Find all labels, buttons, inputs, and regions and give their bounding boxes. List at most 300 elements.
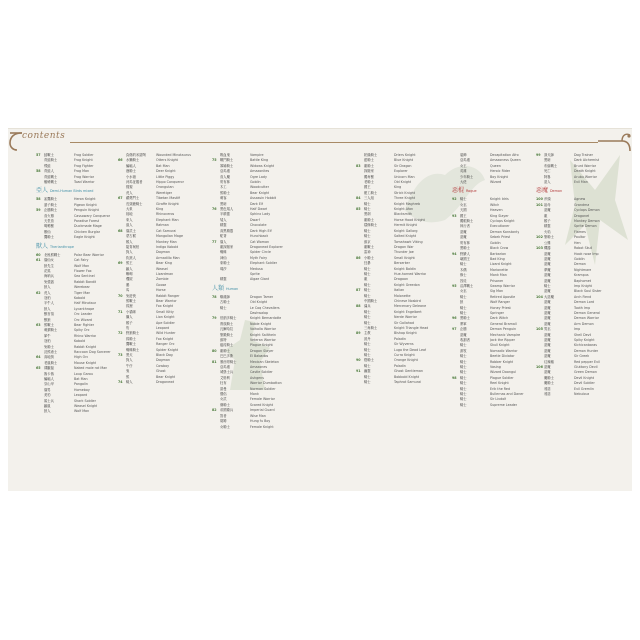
toc-entry-en: Black Soul Sister	[574, 289, 602, 294]
toc-entry-en: Bad King	[490, 256, 505, 261]
toc-entry-en: Sea Sentinel	[74, 274, 95, 279]
toc-entry-zh: 駝背	[220, 234, 227, 239]
toc-entry[interactable]	[356, 380, 436, 385]
toc-entry-zh: 長頸鹿騎士	[126, 201, 143, 206]
toc-entry[interactable]	[212, 277, 292, 282]
toc-entry-zh: 野蠻人	[460, 251, 470, 256]
toc-entry-zh: 三角騎士	[364, 326, 378, 330]
toc-entry-zh: 聖騎士	[544, 235, 554, 240]
toc-entry-en: Agnew	[574, 197, 586, 202]
toc-entry-zh: 橙騎士	[364, 358, 374, 363]
toc-entry-zh: 鯊士兵	[44, 398, 54, 403]
toc-entry-zh: 騎士	[460, 310, 467, 315]
toc-entry-en: Poladin	[394, 336, 406, 341]
toc-entry-en: Demon Warrior	[574, 316, 599, 321]
toc-entry-en: Knight Maghreb	[394, 201, 421, 206]
toc-entry-zh: 龍	[544, 213, 548, 218]
toc-entry[interactable]	[36, 180, 116, 185]
toc-entry-en: Curra Knight	[394, 353, 415, 358]
toc-entry-zh: 企鵝	[460, 327, 467, 332]
toc-entry-zh: 猴人	[126, 239, 133, 244]
toc-entry-en: Frog Knight	[74, 158, 93, 163]
toc-entry-zh: 胡姆	[220, 419, 227, 424]
toc-entry-en: Imp Knight	[574, 283, 592, 288]
toc-entry-zh: 惡魔	[544, 262, 551, 267]
toc-entry-en: Paradise Forest	[74, 219, 100, 224]
toc-entry-en: Spiky Knight	[574, 338, 595, 342]
toc-entry-zh: 訓犬師	[544, 153, 554, 157]
toc-entry-en: Knight Greedon	[394, 282, 420, 287]
toc-entry-zh: 貓人	[220, 239, 227, 244]
toc-entry-en: Giraffe Knight	[156, 201, 179, 206]
toc-entry-en: Knight Triangle Head	[394, 326, 429, 330]
toc-entry-zh: 鹿騎士	[126, 169, 136, 174]
toc-entry-zh: 古騎士	[220, 300, 230, 305]
toc-entry-en: Horse Hood Knight	[394, 217, 425, 222]
toc-entry-page: 57	[36, 153, 41, 157]
toc-entry[interactable]	[452, 180, 532, 185]
title-rule	[70, 142, 598, 143]
toc-entry-en: Half Dwarf	[250, 207, 268, 212]
toc-entry-zh: 水獺騎士	[126, 158, 140, 163]
toc-entry-zh: 探險家	[364, 169, 374, 174]
toc-entry-zh: 兔強盜	[44, 279, 54, 284]
toc-entry-zh: 夢魔	[544, 267, 551, 272]
toc-entry-zh: 將軍	[460, 321, 467, 326]
contents-title: contents	[22, 131, 66, 141]
toc-entry-zh: 牛仔	[126, 363, 133, 368]
toc-entry-zh: 波丹	[364, 336, 371, 341]
toc-entry-page	[356, 380, 364, 385]
toc-entry-en: Rabbit Ranger	[156, 293, 180, 298]
toc-entry-zh: 象人	[126, 217, 133, 222]
toc-entry-zh: 騎士	[364, 288, 371, 293]
toc-entry[interactable]	[36, 409, 116, 414]
toc-entry-zh: 青蛙人	[44, 169, 54, 174]
toc-entry-zh: 鵝	[126, 282, 130, 287]
toc-entry-zh: 藍騎士	[364, 158, 374, 163]
toc-entry-en: Demon Penguin	[490, 327, 517, 332]
toc-entry-en: Half Minotaur	[74, 301, 97, 306]
toc-column-6	[536, 153, 616, 397]
section-heading	[536, 187, 616, 195]
toc-entry-zh: 惡魔	[544, 208, 551, 213]
toc-entry-zh: 獨角獸	[364, 174, 374, 179]
toc-entry-en: Rhino Warrior	[74, 333, 97, 338]
toc-entry-en: Castle Soldier	[250, 370, 273, 375]
toc-entry-zh: 騎士	[460, 197, 467, 202]
toc-entry-en: Dark Elf	[250, 201, 264, 206]
toc-entry-en: Rabbit Bandit	[74, 279, 97, 284]
toc-entry-en: Wizard Doongul	[490, 370, 517, 375]
toc-entry-zh: 靛青柯柏	[126, 244, 140, 249]
toc-entry-zh: 騎士	[364, 234, 371, 239]
toc-entry[interactable]	[118, 380, 198, 385]
toc-entry-en: Frog Fighter	[74, 163, 94, 168]
toc-entry-zh: 黑暗	[544, 158, 551, 163]
toc-entry-zh: 惡魔	[544, 316, 551, 321]
toc-column-5	[452, 153, 532, 408]
toc-entry-en: Black Dog	[156, 353, 173, 358]
section-heading	[36, 187, 116, 195]
toc-entry-zh: 飛蛙	[44, 163, 51, 168]
toc-entry-en: Ghost	[156, 369, 166, 374]
toc-entry-zh: 黑暗	[220, 201, 227, 206]
toc-entry-zh: 黑騎士	[460, 246, 470, 251]
toc-entry-zh: 魔騎士	[544, 381, 554, 386]
toc-entry-zh: 蜘蛛	[220, 250, 227, 255]
toc-entry-en: General Bramall	[490, 321, 517, 326]
toc-entry-en: Wizard	[490, 180, 502, 185]
toc-entry-page: 87	[356, 288, 361, 293]
toc-entry-page: 99	[536, 153, 541, 157]
toc-entry-page: 62	[36, 290, 41, 295]
toc-entry-en: Noble Knight	[250, 321, 272, 326]
toc-entry-en: Lycanthrope	[74, 306, 95, 311]
toc-entry-en: Algae Giant	[250, 277, 270, 282]
toc-entry-en: Nomadic Warrior	[490, 348, 518, 353]
toc-entry-zh: 智者	[220, 413, 227, 418]
toc-entry-page	[36, 409, 44, 414]
toc-entry-zh: 哥布林	[220, 180, 230, 185]
toc-entry-en: Pigeon Knight	[74, 202, 97, 207]
toc-entry-zh: 穿山甲	[44, 382, 54, 387]
toc-entry-zh: 狗人	[126, 250, 133, 255]
toc-entry-zh: 龍騎士	[364, 163, 374, 168]
toc-entry-zh: 阿魯	[544, 174, 551, 179]
toc-entry-zh: 少年騎士	[460, 174, 474, 179]
toc-entry-zh: 騎士	[364, 320, 371, 325]
toc-entry-zh: 騎士	[460, 381, 467, 386]
toc-entry-zh: 國王	[364, 185, 371, 190]
toc-entry-zh: 惡魔	[460, 235, 467, 240]
toc-entry-en: King Slayer	[490, 213, 509, 218]
toc-entry-zh: 黑騎士	[460, 316, 470, 321]
toc-entry-zh: 瘟疫騎士	[220, 343, 234, 348]
toc-entry-page	[536, 392, 544, 397]
toc-entry-en: Small Knight	[394, 255, 415, 260]
toc-entry-en: Sprite	[250, 271, 260, 276]
toc-entry-en: Sir Dragon	[394, 163, 412, 168]
toc-entry-zh: 邪惡	[544, 392, 551, 397]
toc-entry-zh: 刺猬騎士	[44, 328, 58, 333]
toc-entry-page: 76	[212, 207, 217, 212]
toc-entry-zh: 惡魔	[544, 251, 551, 256]
toc-entry-zh: 騎士	[364, 266, 371, 271]
toc-entry-en: Naked mole rat Man	[74, 366, 108, 371]
toc-entry-en: Skull Knight	[490, 343, 510, 348]
toc-entry-en: Ghost Gentleman	[394, 369, 423, 374]
toc-entry-zh: 小水豬	[126, 174, 136, 179]
toc-entry-en: Sphinx Lady	[250, 212, 271, 217]
toc-entry-zh: 戰鬥騎士	[220, 158, 234, 163]
toc-entry-en: Dragonewt	[156, 380, 175, 385]
toc-entry-page: 79	[212, 316, 217, 321]
toc-entry-en: Dragon Tamer	[250, 294, 274, 299]
toc-entry-zh: 猴子	[126, 320, 133, 325]
toc-entry-zh: 小貓咪	[126, 309, 136, 314]
toc-entry-zh: 蒙古猴	[126, 234, 136, 239]
toc-entry-page: 72	[118, 331, 123, 336]
toc-column-2	[118, 153, 198, 385]
toc-entry-en: Monk Man	[490, 273, 507, 278]
toc-entry-zh: 魔騎士	[544, 375, 554, 380]
toc-entry-page: 98	[452, 375, 457, 380]
toc-entry-en: Sprite Demon	[574, 224, 597, 229]
toc-entry-zh: 雞仙	[44, 229, 51, 234]
toc-entry-en: Cyclops Demon	[574, 208, 600, 213]
toc-entry-zh: 騎士	[220, 305, 227, 310]
toc-entry-zh: 惡魔	[544, 338, 551, 342]
toc-entry-en: Krampus	[574, 273, 589, 278]
toc-entry-page: 83	[356, 163, 361, 168]
toc-entry-en: Wise Man	[250, 413, 266, 418]
toc-entry-zh: 修士	[460, 273, 467, 278]
toc-entry-zh: 狗人	[126, 358, 133, 363]
toc-entry-en: Knight Sailthein	[250, 332, 277, 337]
toc-entry-en: Knight Baldin	[394, 266, 416, 271]
toc-entry-zh: 黑劍	[364, 212, 371, 217]
toc-entry-en: Lizard Knight	[490, 262, 512, 267]
toc-entry-zh: 惡魔	[544, 278, 551, 283]
toc-entry-en: Bat Man	[156, 163, 170, 168]
toc-entry-page: 94	[452, 251, 457, 256]
toc-entry-en: Dwarf	[250, 217, 260, 222]
toc-entry-page: 90	[356, 358, 361, 363]
toc-entry-en: Goblin	[574, 256, 585, 261]
toc-entry-zh: 騎士	[364, 282, 371, 287]
toc-entry-zh: 鷹騎士	[44, 235, 54, 240]
toc-entry-zh: 女武	[220, 397, 227, 402]
toc-entry-zh: 木偶	[460, 267, 467, 272]
toc-entry-zh: 中國騎士	[364, 298, 378, 303]
toc-entry-zh: 騎人	[126, 380, 133, 385]
toc-entry-zh: 狼人	[44, 285, 51, 290]
toc-entry-en: Mercenary Deleane	[394, 304, 427, 309]
toc-entry-page: 96	[452, 316, 457, 321]
toc-entry[interactable]	[536, 392, 616, 397]
toc-entry-zh: 高地狗	[44, 355, 54, 360]
toc-entry-zh: 祖母	[544, 202, 551, 207]
toc-entry-en: Nightmare	[574, 267, 592, 272]
toc-entry-en: Pangolin	[74, 382, 88, 387]
toc-entry-en: Bullernas and Daner	[490, 392, 524, 397]
toc-entry-zh: 騎士	[460, 402, 467, 407]
toc-entry-zh: 精靈	[220, 223, 227, 228]
toc-entry-en: Penguin Knight	[74, 208, 99, 213]
toc-entry-zh: 美豹	[44, 393, 51, 398]
toc-entry-zh: 寇柏	[44, 295, 51, 300]
toc-entry-en: Old Knight	[394, 180, 412, 185]
toc-entry-zh: 黑色矮人	[220, 207, 234, 212]
toc-entry-zh: 狼先生	[44, 263, 54, 268]
toc-entry-zh: 騎士	[364, 347, 371, 352]
toc-entry-en: Monk	[250, 392, 259, 397]
toc-entry-en: Frog Warrior	[74, 174, 95, 179]
toc-entry-zh: 貴族騎士	[220, 321, 234, 326]
toc-entry-en: Vasing	[490, 365, 501, 370]
toc-entry-en: Knight Gallorg	[394, 228, 418, 233]
section-heading-zh: 亞人	[36, 187, 49, 195]
toc-entry-en: Indigo Kobold	[156, 244, 179, 249]
toc-entry-zh: 騎士	[460, 392, 467, 397]
toc-entry-en: Swamp Warrior	[490, 283, 516, 288]
toc-entry-en: Norman Soldier	[250, 386, 276, 391]
toc-entry-en: Sir Gollahad	[394, 320, 415, 325]
toc-entry-en: Mongolian Mage	[156, 234, 184, 239]
toc-entry-zh: 騎士	[460, 365, 467, 370]
toc-entry-en: Dark Witch	[490, 316, 509, 321]
toc-entry-en: Werebear	[74, 285, 90, 290]
toc-entry-page: 102	[536, 235, 543, 240]
toc-entry-en: Vampire	[250, 153, 264, 157]
toc-entry-zh: 蛙戰士	[44, 153, 54, 157]
toc-entry-en: Robber Knight	[490, 359, 514, 364]
toc-entry-en: Boy Knight	[490, 174, 508, 179]
toc-entry-zh: 惡魔	[544, 300, 551, 305]
toc-entry-en: Chicken Burglar	[74, 229, 101, 234]
toc-entry-page: 103	[536, 246, 543, 251]
toc-entry-en: Amazones	[250, 365, 268, 370]
toc-entry-en: Spiky Orc	[74, 328, 90, 333]
toc-entry-en: Erik the Red	[490, 386, 511, 391]
toc-entry-zh: 鼬人	[126, 266, 133, 271]
toc-entry-zh: 狼	[460, 300, 464, 305]
toc-entry[interactable]	[36, 235, 116, 240]
toc-entry-en: Cat Samurai	[156, 228, 177, 233]
toc-entry-en: Ranger Orc	[156, 342, 175, 347]
toc-entry[interactable]	[452, 403, 532, 408]
toc-entry-en: Scared Knight	[250, 402, 274, 407]
toc-entry-en: Medusa	[250, 266, 263, 271]
toc-entry-en: King	[394, 185, 402, 190]
toc-entry-en: Goose	[156, 282, 167, 287]
toc-entry-en: Hippo Conqueror	[156, 180, 184, 185]
toc-entry-zh: 墨西哥騎士	[220, 359, 237, 364]
toc-entry-zh: 老鼠騎士	[44, 360, 58, 365]
toc-entry-zh: 三人組	[364, 196, 374, 201]
toc-entry-zh: 蜥蜴	[126, 271, 133, 276]
toc-entry-en: Mouse Knight	[74, 360, 97, 365]
toc-entry-en: Devil Knight	[574, 375, 595, 380]
toc-entry-page: 63	[36, 322, 41, 327]
toc-entry-en: Ashgens	[250, 375, 264, 380]
toc-entry-zh: 老騎士	[364, 180, 374, 185]
toc-entry-zh: 艾格利	[220, 375, 230, 380]
toc-entry-en: Bobbold Knight	[394, 374, 420, 379]
toc-entry-en: Assassin Hobbit	[250, 196, 277, 201]
toc-entry-page: 60	[36, 252, 41, 257]
toc-entry-en: Arm Demon	[574, 321, 594, 326]
toc-entry-zh: 狐騎士	[126, 336, 136, 341]
toc-entry-zh: 魯卡魯	[44, 371, 54, 376]
toc-entry-en: Female Warrior	[250, 397, 275, 402]
toc-entry-zh: 狼人	[44, 409, 51, 414]
toc-entry-en: Death Knight	[574, 169, 596, 174]
toc-entry-zh: 騎士	[364, 309, 371, 314]
toc-entry-en: Old Knight	[250, 300, 268, 305]
toc-entry-page	[452, 180, 460, 185]
toc-entry-en: Tooth Imp	[574, 305, 591, 310]
toc-entry[interactable]	[536, 180, 616, 185]
toc-entry-en: El Babados	[250, 354, 269, 359]
toc-entry-zh: 惡魔	[544, 289, 551, 294]
toc-entry-zh: 騎士	[460, 386, 467, 391]
toc-entry-zh: 猩猩	[126, 185, 133, 190]
toc-entry-page: 69	[118, 261, 123, 266]
section-heading-en: Demi-Human Birds mixed	[49, 189, 94, 194]
toc-entry-zh: 帝國衛兵	[220, 408, 234, 413]
toc-entry-en: Valhalla Warrior	[250, 327, 276, 332]
toc-entry-en: Wolf Ranger	[490, 300, 511, 305]
toc-entry-zh: 邪惡	[544, 386, 551, 391]
toc-entry-zh: 吸血鬼	[220, 153, 230, 157]
toc-entry-zh: 蟾蜍戰士	[44, 180, 58, 185]
toc-entry-zh: 哥布林	[460, 240, 470, 245]
toc-entry-en: Arch Fiend	[574, 294, 592, 299]
toc-entry-en: Ape Soldier	[156, 320, 175, 325]
toc-entry-zh: 藏獒門士	[126, 196, 140, 201]
toc-entry-page: 75	[212, 158, 217, 163]
toc-entry[interactable]	[212, 425, 292, 430]
toc-entry-zh: 騎士	[460, 375, 467, 380]
toc-entry-page: 105	[536, 327, 543, 332]
toc-entry-page: 64	[36, 355, 41, 360]
toc-entry-en: Executioner	[490, 224, 510, 229]
toc-entry-zh: 騎士	[364, 271, 371, 276]
toc-entry-en: Dogman	[156, 358, 170, 363]
toc-entry-en: Dragoon	[394, 277, 409, 282]
toc-entry-en: Amazoness Queen	[490, 158, 521, 163]
toc-entry-en: Homeboy	[74, 387, 90, 392]
toc-entry-page	[536, 180, 544, 185]
toc-entry-zh: 裸鼴鼠	[44, 366, 54, 371]
toc-entry-en: Frog Soldier	[74, 153, 94, 157]
toc-entry-en: Thunder Joe	[394, 250, 414, 255]
toc-entry-en: Demon Konstanty	[490, 229, 520, 234]
toc-entry-en: Battle King	[250, 158, 269, 163]
toc-entry-en: Reel Knight	[490, 381, 509, 386]
toc-entry-en: Cowboy	[156, 363, 170, 368]
toc-entry-en: High Orc	[74, 355, 89, 360]
toc-entry-en: Duckmade Mage	[74, 224, 102, 229]
toc-entry-en: Strick Knight	[394, 190, 416, 195]
toc-entry-zh: 豹	[126, 326, 130, 330]
toc-entry-page: 93	[452, 213, 457, 218]
toc-entry-en: Springer	[490, 310, 505, 315]
toc-entry-en: Black Crow	[490, 246, 509, 251]
toc-entry-page: 86	[356, 255, 361, 260]
toc-entry-en: Poultor	[574, 235, 586, 240]
toc-entry-en: Kobold	[74, 339, 86, 344]
toc-column-3	[212, 153, 292, 430]
toc-entry-zh: 雀鷹騎士	[44, 197, 58, 202]
toc-entry-en: Dragonewt Explorer	[250, 244, 283, 249]
toc-entry-zh: 惡魔	[544, 354, 551, 359]
toc-entry-zh: 惡魔	[460, 332, 467, 337]
toc-entry-zh: 惡魔	[544, 273, 551, 278]
toc-entry-en: Lion Knight	[156, 315, 175, 320]
toc-entry-zh: 獸狼	[44, 317, 51, 322]
toc-entry-zh: 精靈	[220, 277, 227, 282]
toc-entry-page	[36, 235, 44, 240]
section-heading-zh: 惡棍	[452, 187, 465, 195]
toc-entry-zh: 黑犬	[126, 353, 133, 358]
toc-entry-en: Elephant Man	[156, 217, 179, 222]
toc-entry-zh: 城堡士兵	[220, 370, 234, 375]
toc-entry-zh: 青蛙騎士	[44, 158, 58, 163]
toc-entry-en: Molonette	[394, 293, 411, 298]
